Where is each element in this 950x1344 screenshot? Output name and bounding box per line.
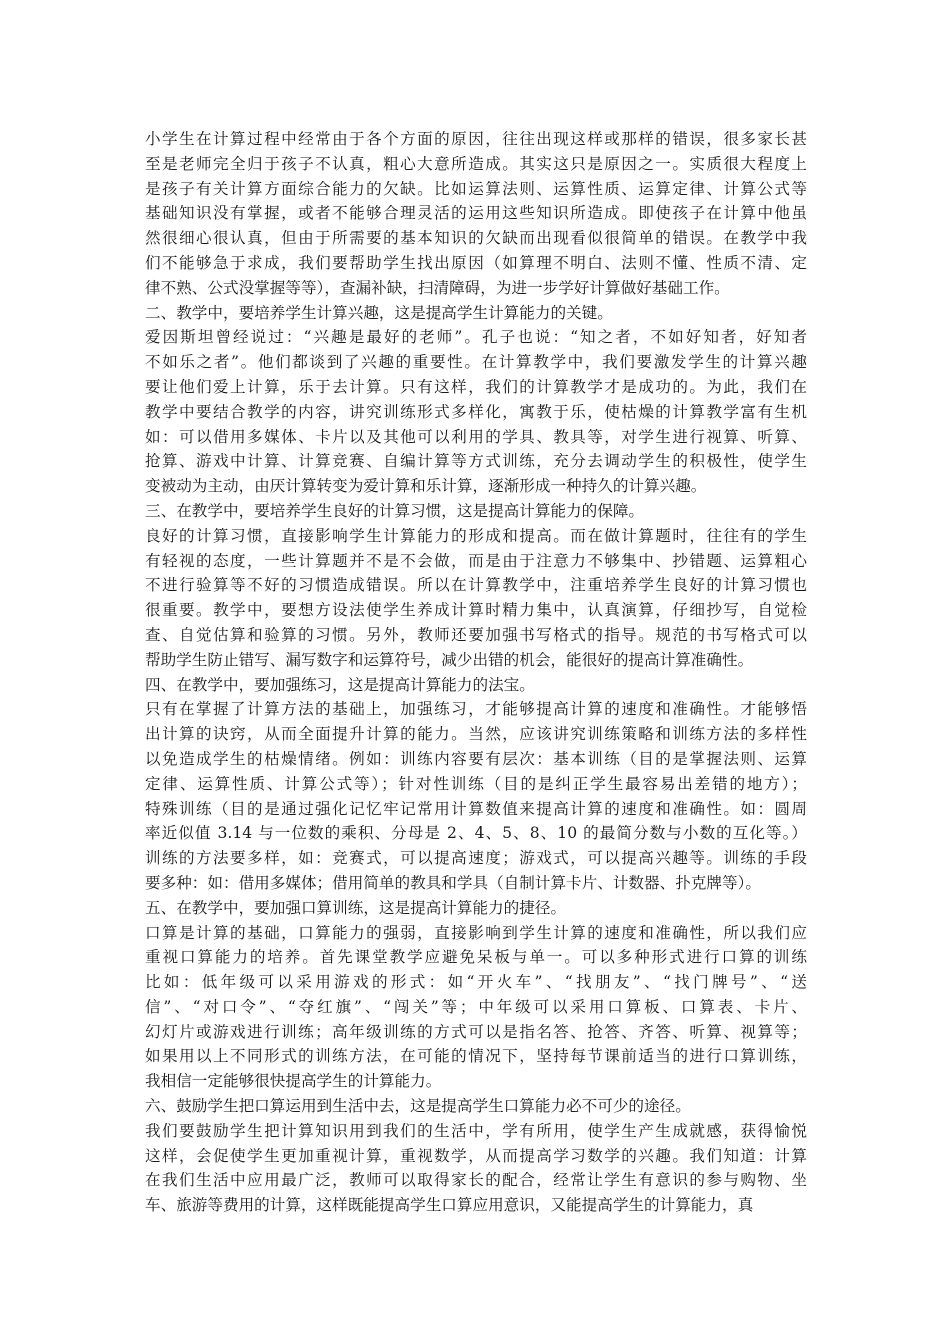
text-line: 训练的方法要多样，如：竞赛式，可以提高速度；游戏式，可以提高兴趣等。训练的手段 xyxy=(145,849,807,868)
heading-text: 三、在教学中，要培养学生良好的计算习惯，这是提高计算能力的保障。 xyxy=(145,501,645,520)
text-line: 要多种：如：借用多媒体；借用简单的教具和学具（自制计算卡片、计数器、扑克牌等）。 xyxy=(145,873,761,892)
heading-text: 四、在教学中，要加强练习，这是提高计算能力的法宝。 xyxy=(145,675,535,694)
text-line: 我们要鼓励学生把计算知识用到我们的生活中，学有所用，使学生产生成就感，获得愉悦 xyxy=(145,1121,807,1140)
body-paragraph xyxy=(145,921,807,1095)
heading-text: 五、在教学中，要加强口算训练，这是提高计算能力的捷径。 xyxy=(145,898,567,917)
text-line: 不如乐之者”。他们都谈到了兴趣的重要性。在计算教学中，我们要激发学生的计算兴趣 xyxy=(145,353,807,372)
document-page xyxy=(145,127,807,1218)
body-paragraph xyxy=(145,524,807,673)
section-heading xyxy=(145,1094,807,1119)
text-line: 幻灯片或游戏进行训练；高年级训练的方式可以是指名答、抢答、齐答、听算、视算等； xyxy=(145,1022,807,1041)
text-line: 定律、运算性质、计算公式等）；针对性训练（目的是纠正学生最容易出差错的地方）； xyxy=(145,774,807,793)
text-line: 率近似值 3.14 与一位数的乘积、分母是 2、4、5、8、10 的最简分数与小数的互化等。） xyxy=(145,824,807,843)
text-line: 这样，会促使学生更加重视计算，重视数学，从而提高学习数学的兴趣。我们知道：计算 xyxy=(145,1146,807,1165)
section-heading xyxy=(145,499,807,524)
text-line: 很重要。教学中，要想方设法使学生养成计算时精力集中，认真演算，仔细抄写，自觉检 xyxy=(145,601,807,620)
text-line: 抢算、游戏中计算、计算竞赛、自编计算等方式训练，充分去调动学生的积极性，使学生 xyxy=(145,452,807,471)
text-line: 查、自觉估算和验算的习惯。另外，教师还要加强书写格式的指导。规范的书写格式可以 xyxy=(145,625,807,644)
text-line: 在我们生活中应用最广泛，教师可以取得家长的配合，经常让学生有意识的参与购物、坐 xyxy=(145,1171,807,1190)
text-line: 律不熟、公式没掌握等等），查漏补缺，扫清障碍，为进一步学好计算做好基础工作。 xyxy=(145,278,730,297)
section-heading xyxy=(145,896,807,921)
text-line: 小学生在计算过程中经常由于各个方面的原因，往往出现这样或那样的错误，很多家长甚 xyxy=(145,130,807,148)
text-line: 只有在掌握了计算方法的基础上，加强练习，才能够提高计算的速度和准确性。才能够悟 xyxy=(145,700,807,719)
text-line: 特殊训练（目的是通过强化记忆牢记常用计算数值来提高计算的速度和准确性。如：圆周 xyxy=(145,799,807,818)
section-heading xyxy=(145,301,807,326)
text-line: 不进行验算等不好的习惯造成错误。所以在计算教学中，注重培养学生良好的计算习惯也 xyxy=(145,576,807,595)
text-line: 重视口算能力的培养。首先课堂教学应避免呆板与单一。可以多种形式进行口算的训练 xyxy=(145,948,807,967)
text-line: 们不能够急于求成，我们要帮助学生找出原因（如算理不明白、法则不懂、性质不清、定 xyxy=(145,253,807,272)
body-paragraph xyxy=(145,127,807,301)
text-line: 如果用以上不同形式的训练方法，在可能的情况下，坚持每节课前适当的进行口算训练， xyxy=(145,1047,807,1066)
text-line: 信”、“对口令”、“夺红旗”、“闯关”等；中年级可以采用口算板、口算表、卡片、 xyxy=(145,997,807,1016)
body-paragraph xyxy=(145,325,807,499)
text-line: 帮助学生防止错写、漏写数字和运算符号，减少出错的机会，能很好的提高计算准确性。 xyxy=(145,650,754,669)
text-line: 教学中要结合教学的内容，讲究训练形式多样化，寓教于乐，使枯燥的计算教学富有生机 xyxy=(145,402,807,421)
text-line: 如：可以借用多媒体、卡片以及其他可以利用的学具、教具等，对学生进行视算、听算、 xyxy=(145,427,807,446)
text-line: 有轻视的态度，一些计算题并不是不会做，而是由于注意力不够集中、抄错题、运算粗心 xyxy=(145,551,807,570)
heading-text: 二、教学中，要培养学生计算兴趣，这是提高学生计算能力的关键。 xyxy=(145,303,613,322)
text-line: 然很细心很认真，但由于所需要的基本知识的欠缺而出现看似很简单的错误。在教学中我 xyxy=(145,229,807,248)
heading-text: 六、鼓励学生把口算运用到生活中去，这是提高学生口算能力必不可少的途径。 xyxy=(145,1097,691,1116)
text-line: 车、旅游等费用的计算，这样既能提高学生口算应用意识，又能提高学生的计算能力，真 xyxy=(145,1196,754,1215)
text-line: 是孩子有关计算方面综合能力的欠缺。比如运算法则、运算性质、运算定律、计算公式等 xyxy=(145,179,807,198)
text-line: 变被动为主动，由厌计算转变为爱计算和乐计算，逐渐形成一种持久的计算兴趣。 xyxy=(145,477,707,496)
text-line: 比如：低年级可以采用游戏的形式：如“开火车”、“找朋友”、“找门牌号”、“送 xyxy=(145,973,807,992)
text-line: 口算是计算的基础，口算能力的强弱，直接影响到学生计算的速度和准确性，所以我们应 xyxy=(145,923,807,942)
body-paragraph xyxy=(145,697,807,895)
text-line: 我相信一定能够很快提高学生的计算能力。 xyxy=(145,1072,442,1091)
section-heading xyxy=(145,673,807,698)
text-line: 出计算的诀窍，从而全面提升计算的能力。当然，应该讲究训练策略和训练方法的多样性 xyxy=(145,725,807,744)
body-paragraph xyxy=(145,1119,807,1218)
text-line: 基础知识没有掌握，或者不能够合理灵活的运用这些知识所造成。即使孩子在计算中他虽 xyxy=(145,204,807,223)
text-line: 要让他们爱上计算，乐于去计算。只有这样，我们的计算教学才是成功的。为此，我们在 xyxy=(145,377,807,396)
text-line: 爱因斯坦曾经说过：“兴趣是最好的老师”。孔子也说：“知之者，不如好知者，好知者 xyxy=(145,328,807,347)
text-line: 良好的计算习惯，直接影响学生计算能力的形成和提高。而在做计算题时，往往有的学生 xyxy=(145,526,807,545)
text-line: 以免造成学生的枯燥情绪。例如：训练内容要有层次：基本训练（目的是掌握法则、运算 xyxy=(145,749,807,768)
text-line: 至是老师完全归于孩子不认真，粗心大意所造成。其实这只是原因之一。实质很大程度上 xyxy=(145,154,807,173)
